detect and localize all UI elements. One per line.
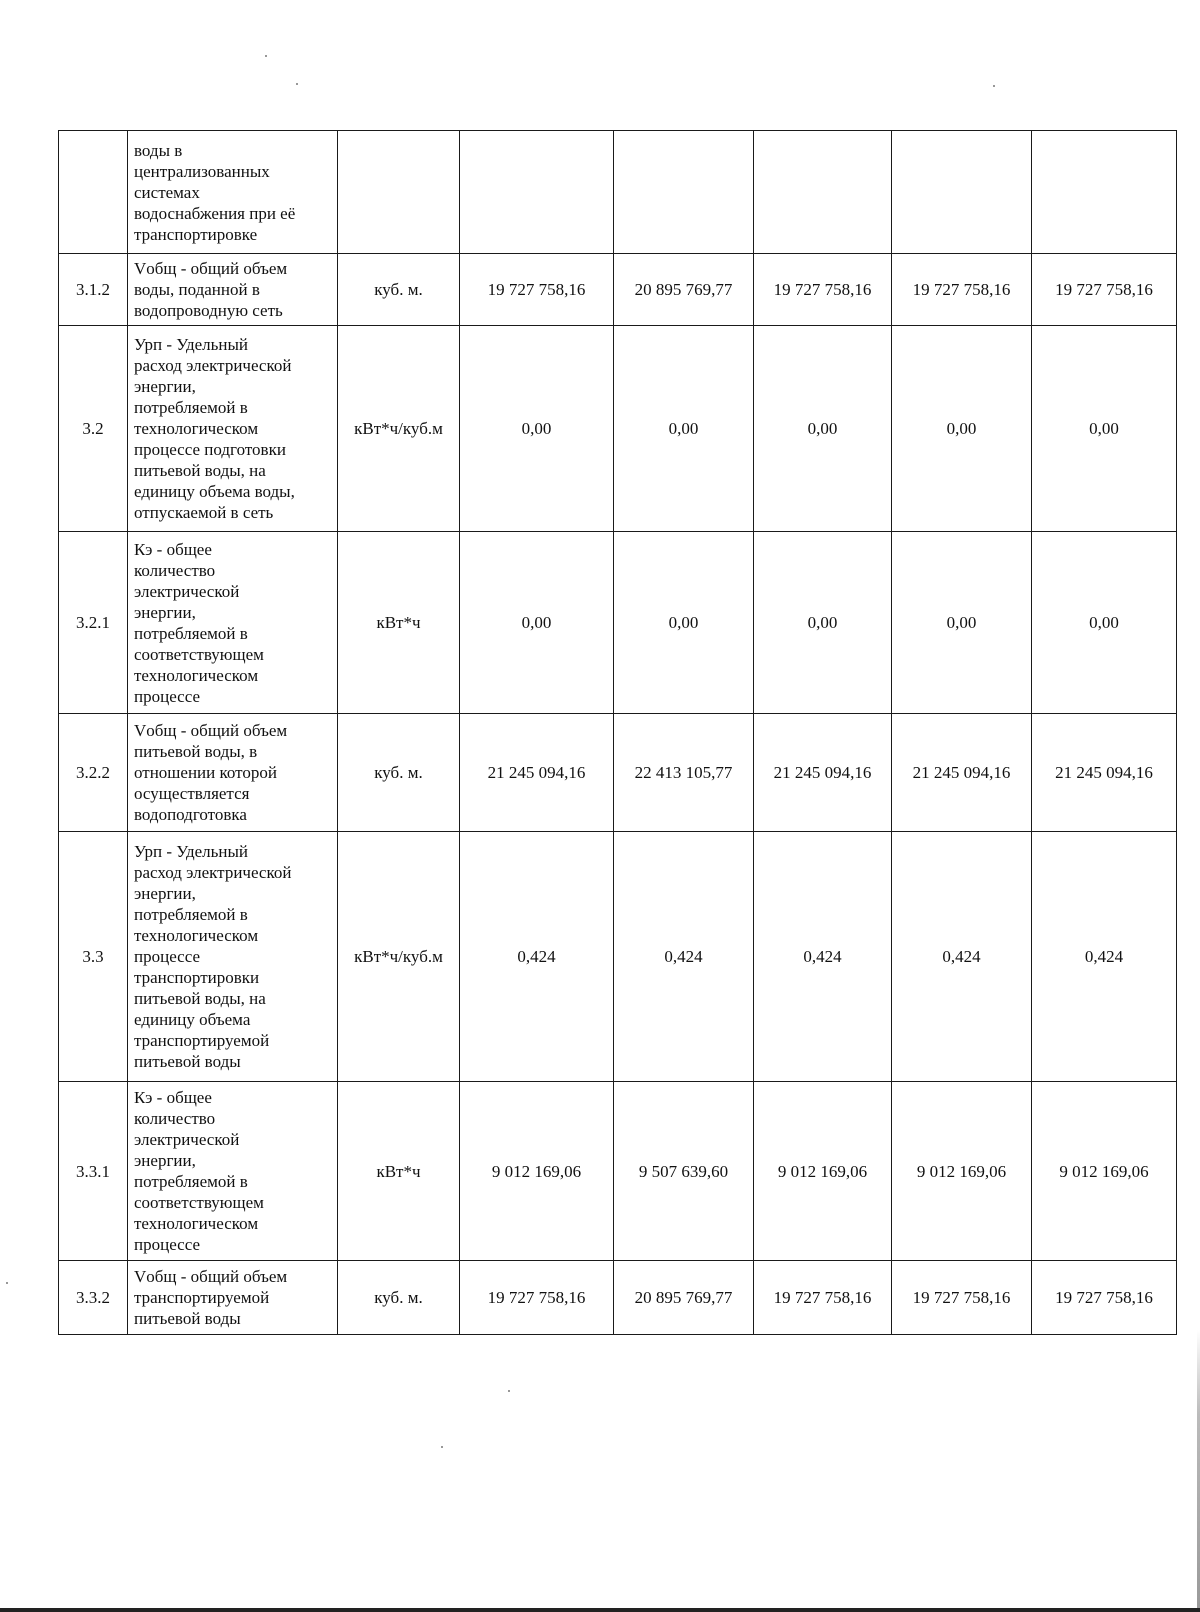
value-cell: 9 012 169,06	[460, 1082, 614, 1261]
value-cell: 0,00	[460, 532, 614, 714]
value-cell: 0,424	[1032, 832, 1177, 1082]
value-cell	[614, 131, 754, 254]
row-number: 3.3.2	[59, 1261, 128, 1335]
value-cell: 0,00	[614, 326, 754, 532]
value-cell: 0,424	[754, 832, 892, 1082]
value-cell: 19 727 758,16	[754, 254, 892, 326]
value-cell: 20 895 769,77	[614, 1261, 754, 1335]
row-unit: куб. м.	[338, 714, 460, 832]
scan-speck	[265, 55, 267, 57]
scan-bottom-edge	[0, 1608, 1200, 1612]
value-cell: 19 727 758,16	[754, 1261, 892, 1335]
value-cell: 19 727 758,16	[1032, 254, 1177, 326]
value-cell: 0,424	[892, 832, 1032, 1082]
scan-speck	[441, 1446, 443, 1448]
row-unit: кВт*ч	[338, 532, 460, 714]
value-cell: 19 727 758,16	[892, 254, 1032, 326]
row-description: Кэ - общее количество электрической энергии, потребляемой в соответствующем технологическом процессе	[128, 1082, 338, 1261]
value-cell: 0,00	[754, 326, 892, 532]
row-number: 3.2.2	[59, 714, 128, 832]
table-row	[59, 1261, 1177, 1335]
row-description: Урп - Удельный расход электрической энергии, потребляемой в технологическом процессе подготовки питьевой воды, на единицу объема воды, отпускаемой в сеть	[128, 326, 338, 532]
value-cell: 21 245 094,16	[892, 714, 1032, 832]
table-row	[59, 254, 1177, 326]
table-row	[59, 532, 1177, 714]
row-number: 3.3	[59, 832, 128, 1082]
value-cell: 22 413 105,77	[614, 714, 754, 832]
value-cell: 21 245 094,16	[754, 714, 892, 832]
row-number	[59, 131, 128, 254]
table-row	[59, 326, 1177, 532]
value-cell	[754, 131, 892, 254]
value-cell: 19 727 758,16	[460, 1261, 614, 1335]
row-number: 3.2	[59, 326, 128, 532]
scan-speck	[296, 83, 298, 85]
value-cell: 20 895 769,77	[614, 254, 754, 326]
value-cell: 0,424	[460, 832, 614, 1082]
row-unit	[338, 131, 460, 254]
value-cell: 19 727 758,16	[460, 254, 614, 326]
row-unit: кВт*ч/куб.м	[338, 326, 460, 532]
value-cell: 0,00	[460, 326, 614, 532]
value-cell: 9 507 639,60	[614, 1082, 754, 1261]
table-row	[59, 714, 1177, 832]
value-cell: 9 012 169,06	[754, 1082, 892, 1261]
value-cell	[460, 131, 614, 254]
value-cell: 0,00	[614, 532, 754, 714]
value-cell	[1032, 131, 1177, 254]
table-row	[59, 832, 1177, 1082]
value-cell: 0,424	[614, 832, 754, 1082]
scan-speck	[6, 1282, 8, 1284]
row-description: Vобщ - общий объем воды, поданной в водопроводную сеть	[128, 254, 338, 326]
value-cell: 0,00	[1032, 532, 1177, 714]
value-cell: 0,00	[892, 326, 1032, 532]
table-row	[59, 131, 1177, 254]
indicators-table	[58, 130, 1177, 1335]
row-description: Кэ - общее количество электрической энергии, потребляемой в соответствующем технологическом процессе	[128, 532, 338, 714]
value-cell: 21 245 094,16	[1032, 714, 1177, 832]
row-unit: кВт*ч/куб.м	[338, 832, 460, 1082]
row-unit: куб. м.	[338, 254, 460, 326]
row-number: 3.2.1	[59, 532, 128, 714]
row-description: воды в централизованных системах водоснабжения при её транспортировке	[128, 131, 338, 254]
table-row	[59, 1082, 1177, 1261]
row-description: Vобщ - общий объем питьевой воды, в отношении которой осуществляется водоподготовка	[128, 714, 338, 832]
row-description: Урп - Удельный расход электрической энергии, потребляемой в технологическом процессе транспортировки питьевой воды, на единицу объема транспортируемой питьевой воды	[128, 832, 338, 1082]
row-description: Vобщ - общий объем транспортируемой питьевой воды	[128, 1261, 338, 1335]
row-unit: куб. м.	[338, 1261, 460, 1335]
value-cell: 0,00	[1032, 326, 1177, 532]
value-cell: 9 012 169,06	[892, 1082, 1032, 1261]
value-cell: 0,00	[754, 532, 892, 714]
row-unit: кВт*ч	[338, 1082, 460, 1261]
value-cell: 21 245 094,16	[460, 714, 614, 832]
value-cell: 19 727 758,16	[1032, 1261, 1177, 1335]
value-cell: 0,00	[892, 532, 1032, 714]
value-cell	[892, 131, 1032, 254]
scan-speck	[508, 1390, 510, 1392]
row-number: 3.1.2	[59, 254, 128, 326]
value-cell: 9 012 169,06	[1032, 1082, 1177, 1261]
value-cell: 19 727 758,16	[892, 1261, 1032, 1335]
row-number: 3.3.1	[59, 1082, 128, 1261]
scan-speck	[993, 85, 995, 87]
